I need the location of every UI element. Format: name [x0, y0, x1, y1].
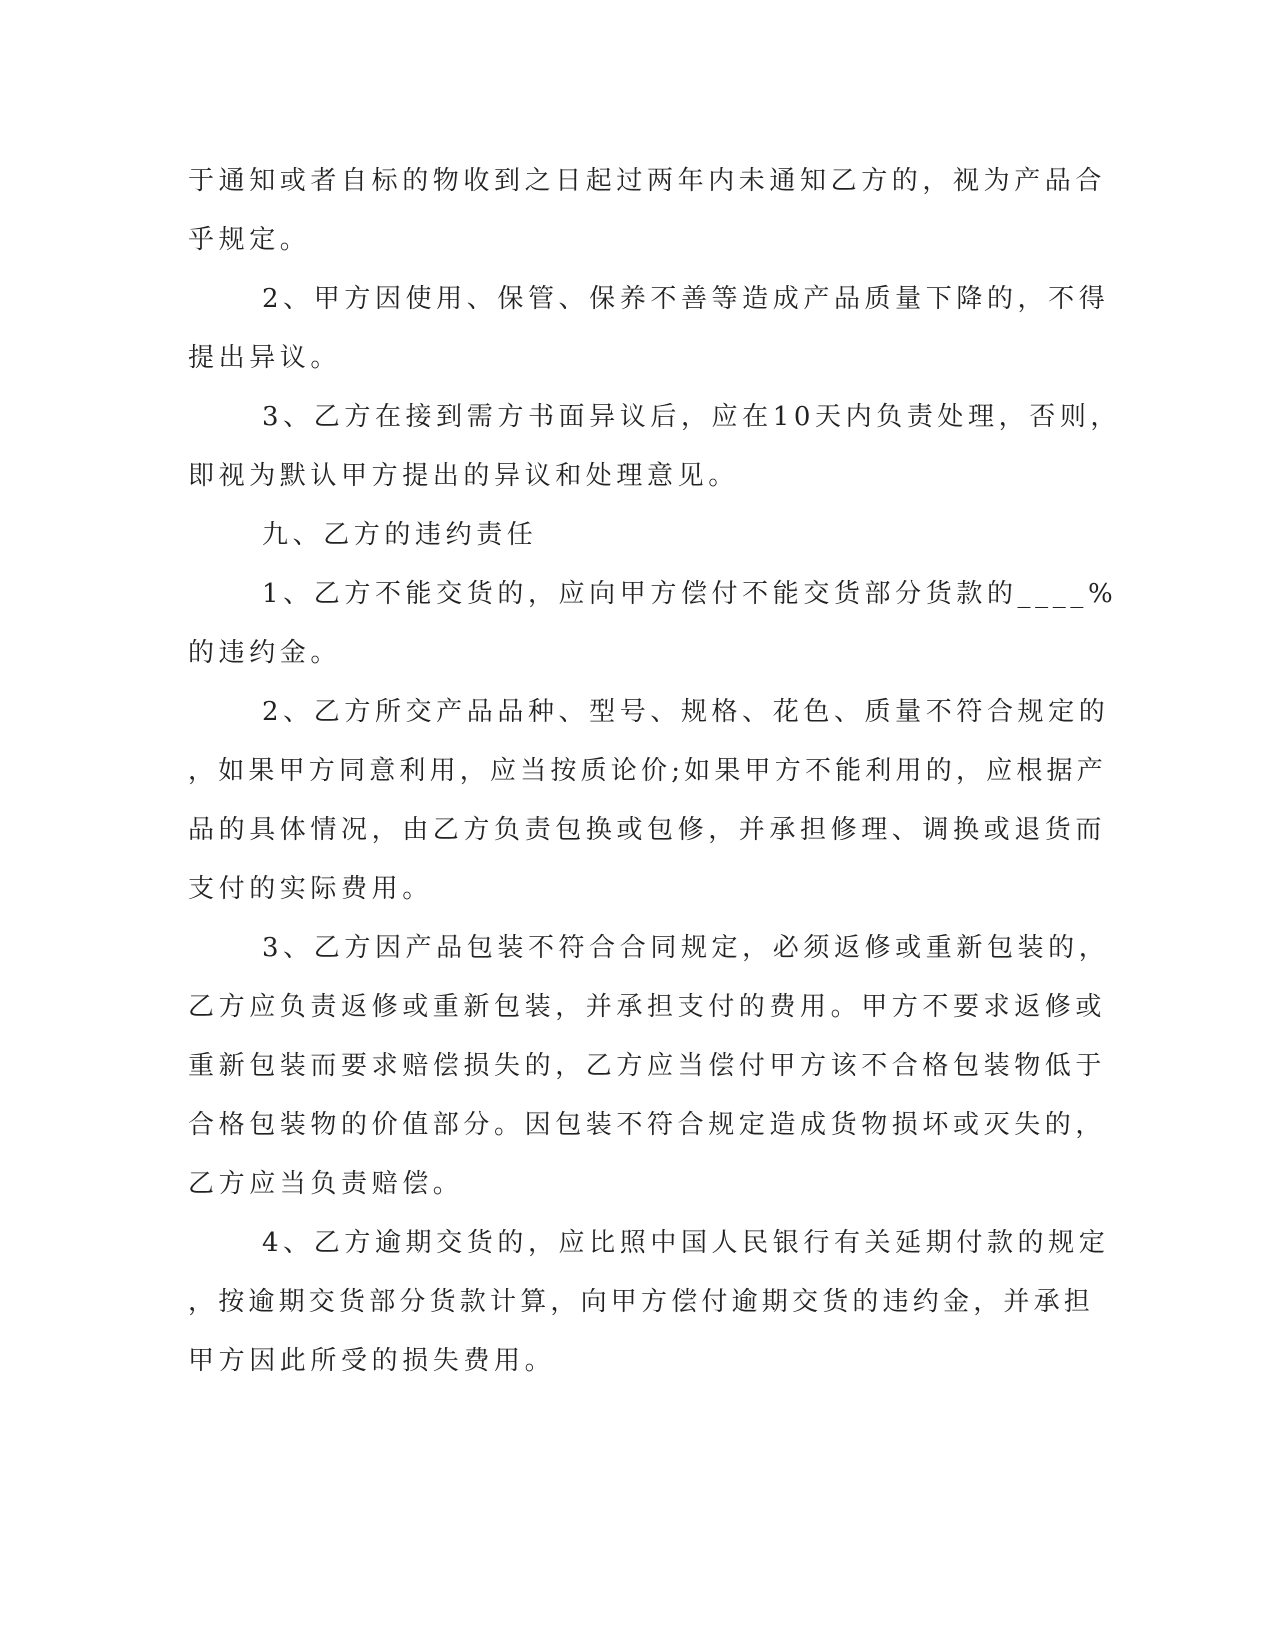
text-line: 乙方应负责返修或重新包装，并承担支付的费用。甲方不要求返修或: [188, 992, 1107, 1022]
text-line: 即视为默认甲方提出的异议和处理意见。: [188, 461, 739, 491]
text-line: 支付的实际费用。: [188, 874, 433, 904]
text-line: ，按逾期交货部分货款计算，向甲方偿付逾期交货的违约金，并承担: [188, 1287, 1095, 1317]
text-line: 品的具体情况，由乙方负责包换或包修，并承担修理、调换或退货而: [188, 815, 1107, 845]
text-line: 重新包装而要求赔偿损失的，乙方应当偿付甲方该不合格包装物低于: [188, 1051, 1107, 1081]
clause-3-line: 3、乙方因产品包装不符合合同规定，必须返修或重新包装的，: [262, 933, 1110, 963]
text-line: 甲方因此所受的损失费用。: [188, 1346, 556, 1376]
clause-4-line: 4、乙方逾期交货的，应比照中国人民银行有关延期付款的规定: [262, 1228, 1110, 1258]
clause-3-line: 3、乙方在接到需方书面异议后，应在10天内负责处理，否则，: [262, 402, 1122, 432]
text-line: 于通知或者自标的物收到之日起过两年内未通知乙方的，视为产品合: [188, 166, 1107, 196]
text-line: 的违约金。: [188, 638, 342, 668]
text-line: 乎规定。: [188, 225, 311, 255]
text-line: 乙方应当负责赔偿。: [188, 1169, 464, 1199]
text-line: 合格包装物的价值部分。因包装不符合规定造成货物损坏或灭失的，: [188, 1110, 1107, 1140]
clause-2-line: 2、乙方所交产品品种、型号、规格、花色、质量不符合规定的: [262, 697, 1110, 727]
clause-1-line: 1、乙方不能交货的，应向甲方偿付不能交货部分货款的____%: [262, 579, 1118, 609]
text-line: 提出异议。: [188, 343, 342, 373]
text-line: ，如果甲方同意利用，应当按质论价;如果甲方不能利用的，应根据产: [188, 756, 1107, 786]
clause-2-line: 2、甲方因使用、保管、保养不善等造成产品质量下降的，不得: [262, 284, 1110, 314]
section-heading: 九、乙方的违约责任: [262, 520, 538, 550]
